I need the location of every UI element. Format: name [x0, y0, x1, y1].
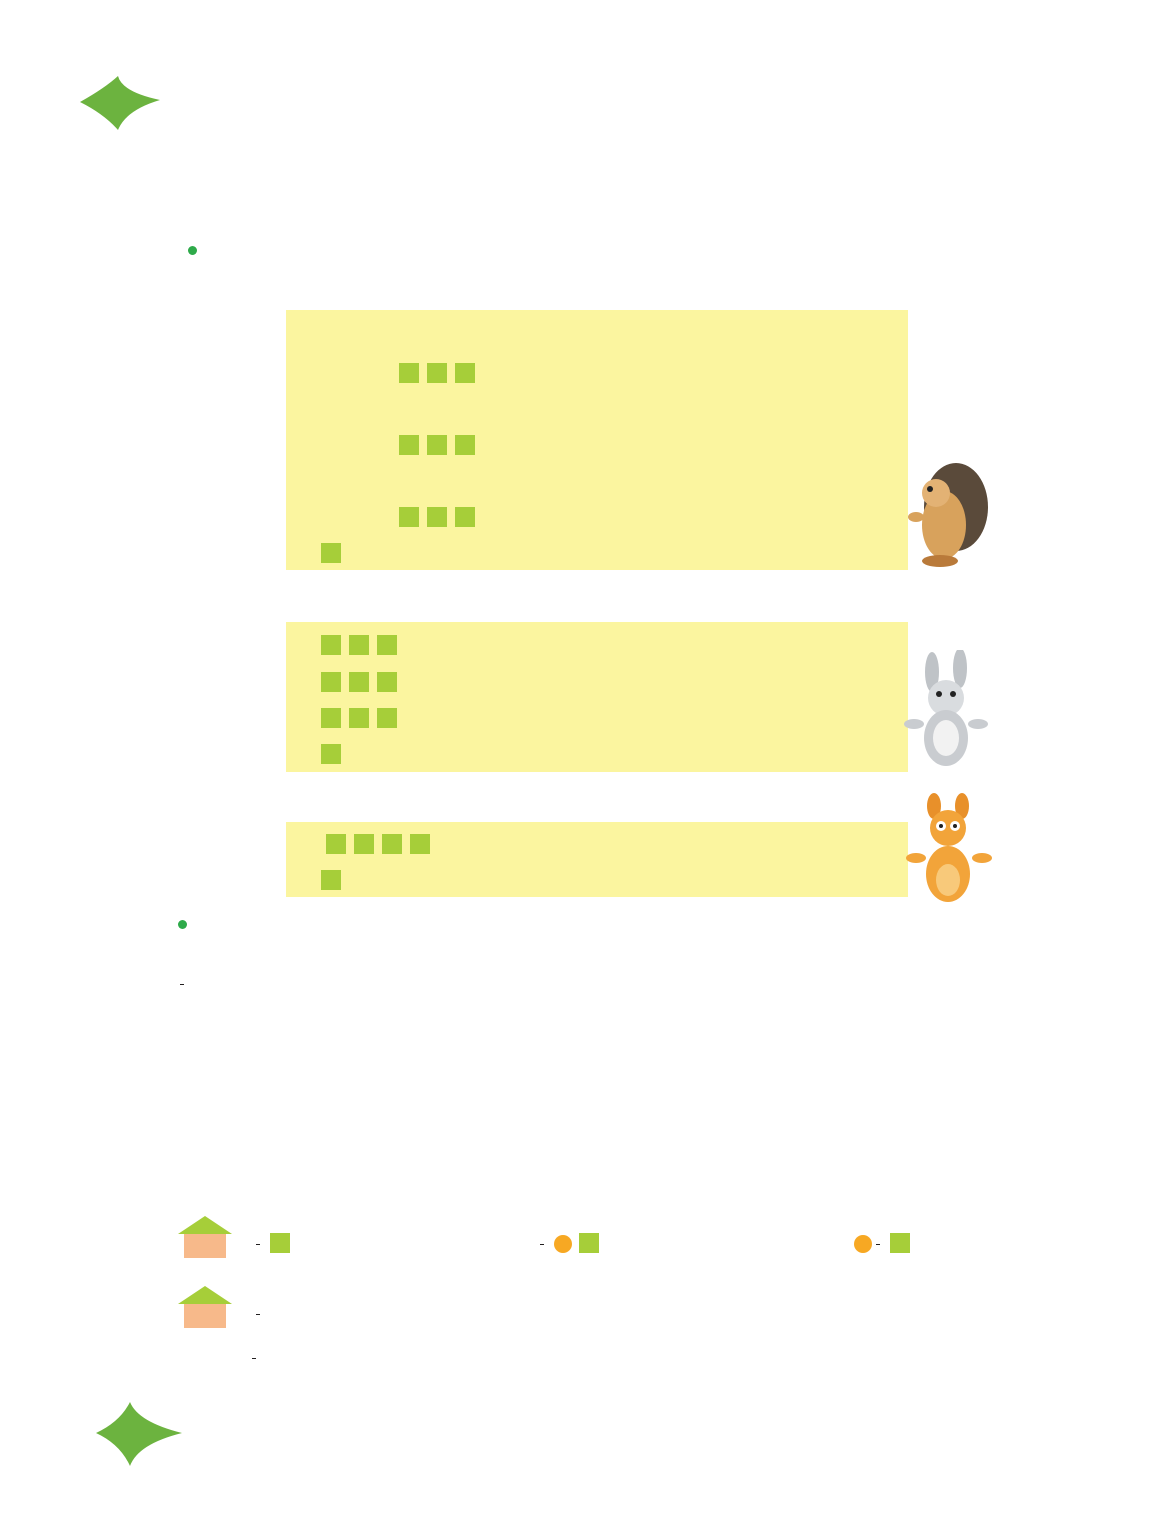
blank-square [349, 635, 369, 655]
expression-solution-box [286, 822, 908, 897]
plan-solution-box [286, 310, 908, 570]
header-decoration [0, 70, 1162, 130]
fraction [256, 1314, 260, 1315]
comparison-c [854, 1218, 910, 1268]
blank-square [399, 363, 419, 383]
bullet-icon [188, 246, 197, 255]
house-icon [176, 1284, 234, 1330]
comparison-b [536, 1218, 599, 1268]
footer-decoration [0, 1400, 200, 1470]
blank-square [377, 635, 397, 655]
header-leaf-ornament [80, 76, 160, 130]
blank-square [321, 870, 341, 890]
actions-solution-box [286, 622, 908, 772]
blank-square [399, 507, 419, 527]
blank-square [354, 834, 374, 854]
blank-square [270, 1233, 290, 1253]
blank-square [455, 507, 475, 527]
fraction [876, 1244, 880, 1245]
action-2 [321, 668, 397, 696]
fraction [252, 1358, 256, 1359]
fraction [180, 984, 184, 985]
blank-square [349, 708, 369, 728]
blank-square [326, 834, 346, 854]
blank-square [321, 672, 341, 692]
blank-square [410, 834, 430, 854]
problem-text [248, 1332, 260, 1382]
blank-square [382, 834, 402, 854]
blank-square [349, 672, 369, 692]
rabbit-illustration [904, 650, 989, 775]
blank-square [455, 363, 475, 383]
answer-line [321, 740, 341, 768]
blank-square [321, 708, 341, 728]
blank-square [890, 1233, 910, 1253]
equation-3 [399, 503, 475, 531]
comparison-a [252, 1218, 290, 1268]
house-icon [176, 1214, 234, 1260]
blank-square [321, 543, 341, 563]
problem-text [252, 1288, 264, 1338]
blank-square [427, 363, 447, 383]
blank-square [579, 1233, 599, 1253]
blank-square [427, 435, 447, 455]
fraction [256, 1244, 260, 1245]
comparison-circle [554, 1235, 572, 1253]
expression [326, 830, 443, 858]
blank-square [377, 672, 397, 692]
equation-1 [399, 359, 475, 387]
action-1 [321, 631, 397, 659]
equation-2 [399, 431, 475, 459]
blank-square [321, 635, 341, 655]
kangaroo-illustration [906, 792, 996, 912]
blank-square [427, 507, 447, 527]
blank-square [377, 708, 397, 728]
blank-square [321, 744, 341, 764]
bullet-icon [178, 920, 187, 929]
answer-line [321, 866, 341, 894]
hedgehog-illustration [904, 455, 994, 570]
blank-square [399, 435, 419, 455]
comparison-circle [854, 1235, 872, 1253]
answer-line [321, 539, 341, 567]
fraction [540, 1244, 544, 1245]
problem-text [176, 958, 188, 1008]
page-number-leaf [96, 1402, 182, 1466]
blank-square [455, 435, 475, 455]
action-3 [321, 704, 397, 732]
